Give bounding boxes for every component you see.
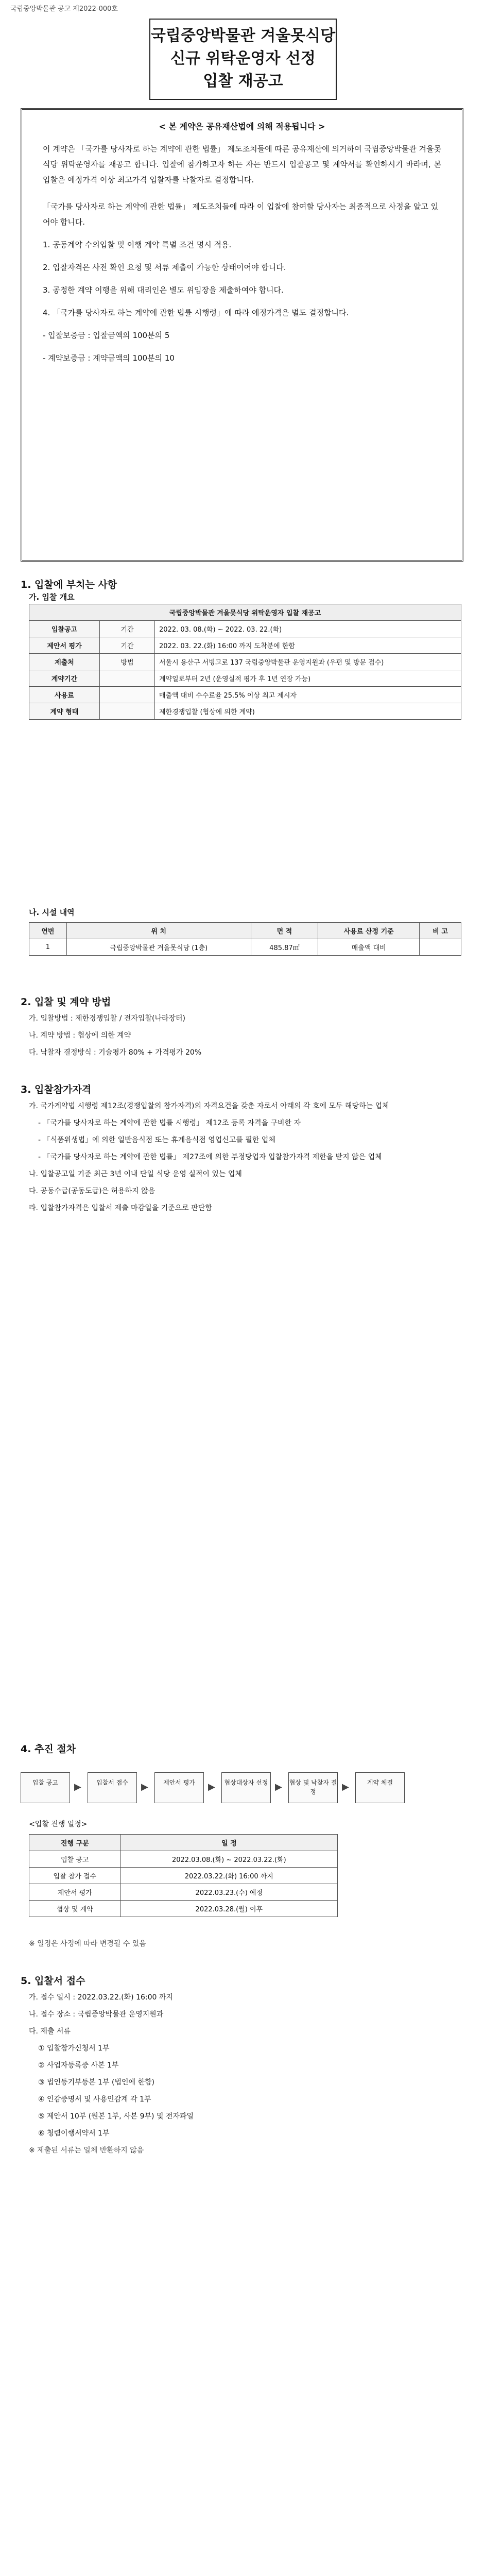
- overview-table: [29, 604, 461, 720]
- flow-step: 제안서 평가: [154, 1772, 204, 1803]
- table-header: 일 정: [120, 1835, 337, 1851]
- flow-step: 협상 및 낙찰자 결정: [288, 1772, 338, 1803]
- table-header: 연번: [29, 923, 67, 939]
- table-row: [29, 939, 461, 956]
- section-2-title: 2. 입찰 및 계약 방법: [21, 996, 111, 1008]
- overview-label: 사용료: [29, 687, 100, 703]
- process-flow: [21, 1767, 463, 1808]
- overview-caption: 국립중앙박물관 겨울못식당 위탁운영자 입찰 재공고: [29, 604, 461, 621]
- table-cell: [420, 939, 461, 956]
- table-row: [29, 604, 461, 621]
- intro-item: 4. 「국가를 당사자로 하는 계약에 관한 법률 시행령」에 따라 예정가격은 별도 결정합니다.: [43, 308, 349, 317]
- section-1-sub-b: 나. 시설 내역: [29, 908, 75, 917]
- schedule-table: [29, 1834, 338, 1917]
- schedule-caption: <입찰 진행 일정>: [29, 1820, 88, 1828]
- flow-step: 입찰서 접수: [88, 1772, 137, 1803]
- body-line: - 「국가를 당사자로 하는 계약에 관한 법률」 제27조에 의한 부정당업자 입찰참가자격 제한을 받지 않은 업체: [38, 1153, 382, 1161]
- schedule-note: ※ 일정은 사정에 따라 변경될 수 있음: [29, 1940, 146, 1948]
- title-line-1: 국립중앙박물관 겨울못식당 신규 위탁운영자 선정: [150, 27, 336, 67]
- intro-paragraph: 이 계약은 「국가를 당사자로 하는 계약에 관한 법률」 제도조치들에 따른 공유재산에 의거하여 국립중앙박물관 겨울못식당 위탁운영자를 재공고 합니다. 입찰에 참가하고자 하는 자는 반드시 입찰공고 및 계약서를 확인하시기 바라며, 본 입찰은 예정가격 이상 최고가격 입찰자를 낙찰자로 결정합니다.: [43, 144, 441, 184]
- body-line: 다. 낙찰자 결정방식 : 기술평가 80% + 가격평가 20%: [29, 1048, 202, 1057]
- overview-value: 서울시 용산구 서빙고로 137 국립중앙박물관 운영지원과 (우편 및 방문 접수): [155, 654, 461, 670]
- section-5-title: 5. 입찰서 접수: [21, 1975, 85, 1987]
- table-header-row: [29, 923, 461, 939]
- overview-value: 2022. 03. 08.(화) ~ 2022. 03. 22.(화): [155, 621, 461, 637]
- table-cell: 입찰 참가 접수: [29, 1868, 121, 1884]
- body-line: ① 입찰참가신청서 1부: [38, 2044, 110, 2053]
- arrow-right-icon: ▶: [74, 1782, 81, 1792]
- body-line: 라. 입찰참가자격은 입찰서 제출 마감일을 기준으로 판단함: [29, 1204, 212, 1212]
- intro-item: 2. 입찰자격은 사전 확인 요청 및 서류 제출이 가능한 상태이어야 합니다.: [43, 263, 286, 272]
- arrow-right-icon: ▶: [342, 1782, 349, 1792]
- intro-item: 「국가를 당사자로 하는 계약에 관한 법률」 제도조치들에 따라 이 입찰에 참여할 당사자는 최종적으로 사정을 알고 있어야 합니다.: [43, 202, 439, 227]
- table-cell: 협상 및 계약: [29, 1901, 121, 1917]
- table-row: [29, 1851, 338, 1868]
- table-cell: 매출액 대비: [318, 939, 420, 956]
- table-row: [29, 1884, 338, 1901]
- table-header: 진행 구분: [29, 1835, 121, 1851]
- overview-sublabel: [100, 687, 155, 703]
- body-line: 가. 국가계약법 시행령 제12조(경쟁입찰의 참가자격)의 자격요건을 갖춘 자로서 아래의 각 호에 모두 해당하는 업체: [29, 1102, 389, 1110]
- table-header: 면 적: [251, 923, 318, 939]
- body-line: 다. 공동수급(공동도급)은 허용하지 않음: [29, 1187, 155, 1195]
- table-row: [29, 703, 461, 720]
- intro-item: 1. 공동계약 수의입찰 및 이행 계약 특별 조건 명시 적용.: [43, 240, 232, 249]
- table-cell: 입찰 공고: [29, 1851, 121, 1868]
- intro-item: - 입찰보증금 : 입찰금액의 100분의 5: [43, 331, 170, 340]
- intro-list: [43, 199, 441, 366]
- body-line: ※ 제출된 서류는 일체 반환하지 않음: [29, 2146, 144, 2155]
- body-line: 가. 입찰방법 : 제한경쟁입찰 / 전자입찰(나라장터): [29, 1014, 186, 1023]
- table-row: [29, 637, 461, 654]
- intro-box: [21, 108, 463, 562]
- body-line: 다. 제출 서류: [29, 2027, 71, 2036]
- table-header: 비 고: [420, 923, 461, 939]
- arrow-right-icon: ▶: [141, 1782, 148, 1792]
- overview-label: 계약기간: [29, 670, 100, 687]
- intro-item: - 계약보증금 : 계약금액의 100분의 10: [43, 353, 175, 363]
- body-line: 나. 입찰공고일 기준 최근 3년 이내 단일 식당 운영 실적이 있는 업체: [29, 1170, 242, 1178]
- title-line-2: 입찰 재공고: [203, 72, 283, 90]
- body-line: 가. 접수 일시 : 2022.03.22.(화) 16:00 까지: [29, 1993, 173, 2002]
- body-line: ⑤ 제안서 10부 (원본 1부, 사본 9부) 및 전자파일: [38, 2112, 194, 2121]
- overview-label: 제안서 평가: [29, 637, 100, 654]
- body-line: ④ 인감증명서 및 사용인감계 각 1부: [38, 2095, 151, 2104]
- intro-header: < 본 계약은 공유재산법에 의해 적용됩니다 >: [159, 122, 325, 131]
- overview-sublabel: 방법: [100, 654, 155, 670]
- table-header: 사용료 산정 기준: [318, 923, 420, 939]
- table-cell: 국립중앙박물관 겨울못식당 (1층): [66, 939, 251, 956]
- table-cell: 제안서 평가: [29, 1884, 121, 1901]
- page-title: [149, 19, 337, 100]
- table-row: [29, 1868, 338, 1884]
- overview-label: 제출처: [29, 654, 100, 670]
- body-line: ③ 법인등기부등본 1부 (법인에 한함): [38, 2078, 154, 2087]
- table-cell: 1: [29, 939, 67, 956]
- arrow-right-icon: ▶: [208, 1782, 215, 1792]
- flow-step: 협상대상자 선정: [221, 1772, 271, 1803]
- table-row: [29, 621, 461, 637]
- table-row: [29, 670, 461, 687]
- overview-label: 입찰공고: [29, 621, 100, 637]
- flow-step: 계약 체결: [355, 1772, 405, 1803]
- notice-id: 국립중앙박물관 공고 제2022-000호: [10, 5, 118, 13]
- table-row: [29, 687, 461, 703]
- section-5-body: [29, 1991, 455, 2161]
- body-line: - 「식품위생법」에 의한 일반음식점 또는 휴게음식점 영업신고를 필한 업체: [38, 1136, 275, 1144]
- section-3-title: 3. 입찰참가자격: [21, 1084, 92, 1095]
- overview-value: 제한경쟁입찰 (협상에 의한 계약): [155, 703, 461, 720]
- overview-sublabel: [100, 703, 155, 720]
- body-line: 나. 계약 방법 : 협상에 의한 계약: [29, 1031, 131, 1040]
- section-1-title: 1. 입찰에 부치는 사항: [21, 579, 117, 590]
- section-4-title: 4. 추진 절차: [21, 1743, 76, 1755]
- section-2-body: [29, 1012, 455, 1063]
- arrow-right-icon: ▶: [275, 1782, 282, 1792]
- flow-step: 입찰 공고: [21, 1772, 70, 1803]
- table-cell: 2022.03.22.(화) 16:00 까지: [120, 1868, 337, 1884]
- body-line: ⑥ 청렴이행서약서 1부: [38, 2129, 110, 2138]
- section-3-body: [29, 1099, 455, 1218]
- body-line: 나. 접수 장소 : 국립중앙박물관 운영지원과: [29, 2010, 164, 2019]
- table-row: [29, 1901, 338, 1917]
- table-cell: 2022.03.23.(수) 예정: [120, 1884, 337, 1901]
- body-line: ② 사업자등록증 사본 1부: [38, 2061, 119, 2070]
- body-line: - 「국가를 당사자로 하는 계약에 관한 법률 시행령」 제12조 등록 자격을 구비한 자: [38, 1119, 301, 1127]
- overview-label: 계약 형태: [29, 703, 100, 720]
- facility-table: [29, 922, 461, 956]
- table-header-row: [29, 1835, 338, 1851]
- overview-sublabel: [100, 670, 155, 687]
- overview-value: 매출액 대비 수수료율 25.5% 이상 최고 제시자: [155, 687, 461, 703]
- table-header: 위 치: [66, 923, 251, 939]
- overview-sublabel: 기간: [100, 637, 155, 654]
- table-row: [29, 654, 461, 670]
- table-cell: 2022.03.28.(월) 이후: [120, 1901, 337, 1917]
- intro-item: 3. 공정한 계약 이행을 위해 대리인은 별도 위임장을 제출하여야 합니다.: [43, 285, 284, 295]
- table-cell: 485.87㎡: [251, 939, 318, 956]
- overview-value: 2022. 03. 22.(화) 16:00 까지 도착분에 한함: [155, 637, 461, 654]
- table-cell: 2022.03.08.(화) ~ 2022.03.22.(화): [120, 1851, 337, 1868]
- section-1-sub-a: 가. 입찰 개요: [29, 592, 75, 602]
- overview-value: 계약일로부터 2년 (운영실적 평가 후 1년 연장 가능): [155, 670, 461, 687]
- overview-sublabel: 기간: [100, 621, 155, 637]
